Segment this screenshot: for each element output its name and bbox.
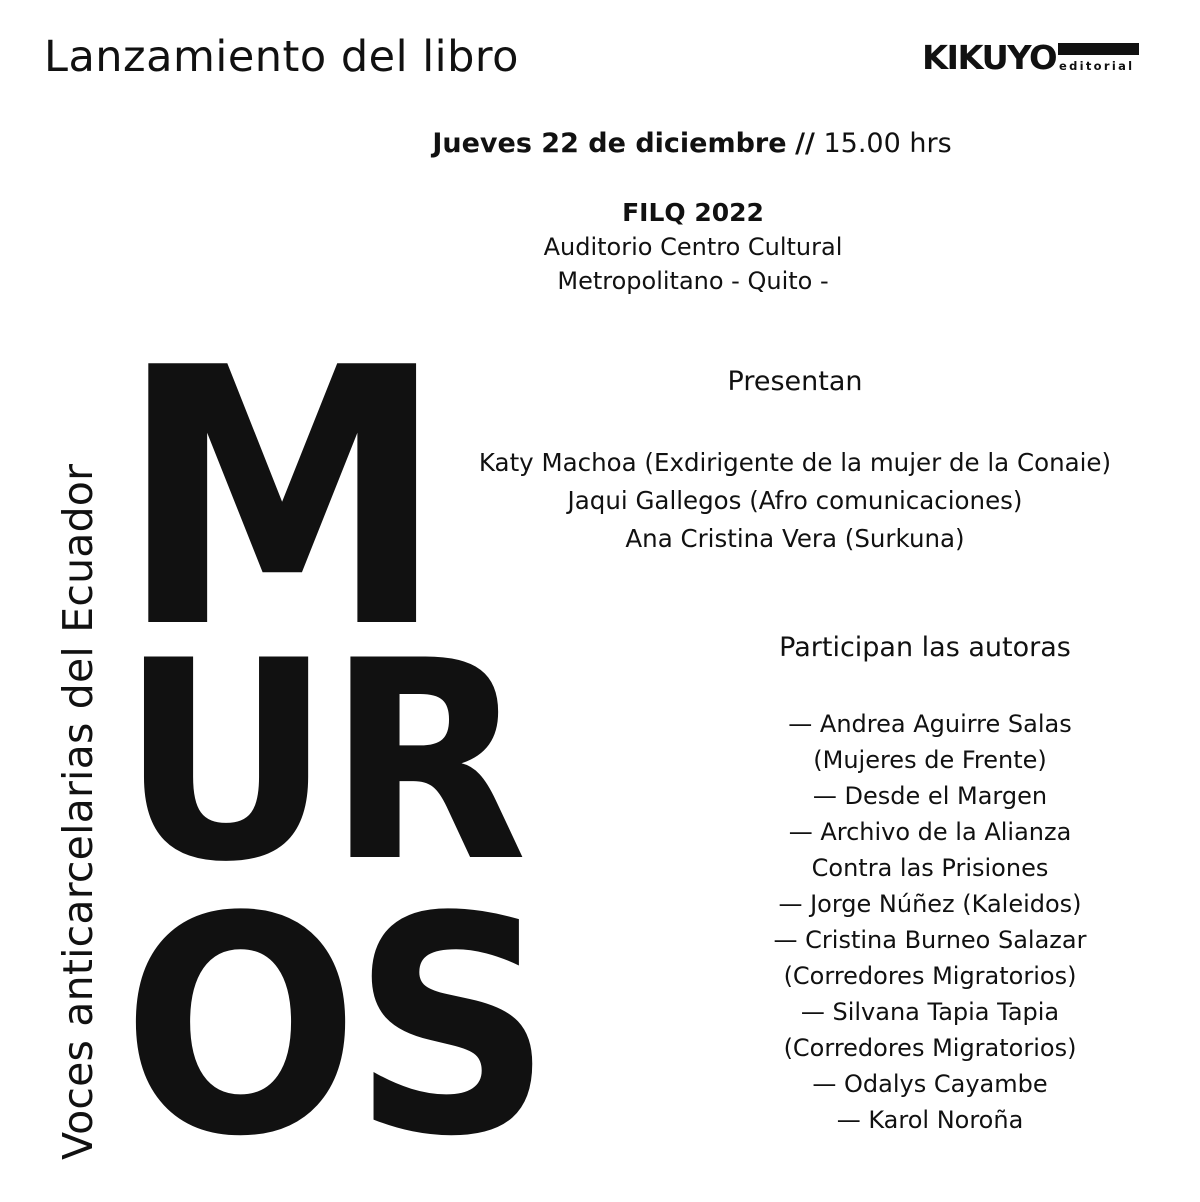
venue-title: FILQ 2022 [622, 198, 764, 227]
author-line: — Archivo de la Alianza [788, 818, 1072, 846]
presenter-item: Jaqui Gallegos (Afro comunicaciones) [567, 486, 1023, 515]
author-line: — Cristina Burneo Salazar [773, 926, 1087, 954]
date-time-separator: // [795, 128, 815, 159]
author-line: — Andrea Aguirre Salas [788, 710, 1072, 738]
venue-line-1: Auditorio Centro Cultural [543, 233, 843, 261]
autoras-heading: Participan las autoras [779, 632, 1071, 663]
author-line: — Jorge Núñez (Kaleidos) [778, 890, 1082, 918]
venue-line-2: Metropolitano - Quito - [557, 267, 829, 295]
presenter-item: Ana Cristina Vera (Surkuna) [625, 524, 965, 553]
logo-subtitle: editorial [1059, 59, 1135, 73]
book-subtitle: Voces anticarcelarias del Ecuador [54, 463, 102, 1160]
authors-list [735, 706, 1125, 1138]
event-date-time [412, 128, 972, 159]
logo-wordmark: KIKUYO [922, 38, 1057, 77]
author-line: (Mujeres de Frente) [813, 746, 1047, 774]
page-title: Lanzamiento del libro [44, 32, 519, 82]
author-line: (Corredores Migratorios) [783, 962, 1077, 990]
book-title-os: OS [122, 853, 546, 1202]
book-title-ur: UR [120, 602, 522, 922]
presenters-list [440, 444, 1150, 558]
event-date: Jueves 22 de diciembre [432, 128, 787, 159]
presenter-item: Katy Machoa (Exdirigente de la mujer de la Conaie) [478, 448, 1112, 477]
author-line: (Corredores Migratorios) [783, 1034, 1077, 1062]
author-line: — Odalys Cayambe [812, 1070, 1048, 1098]
book-title-m: M [118, 292, 447, 706]
author-line: — Desde el Margen [812, 782, 1048, 810]
author-line: — Karol Noroña [836, 1106, 1024, 1134]
logo-bar [1058, 43, 1139, 55]
author-line: — Silvana Tapia Tapia [800, 998, 1060, 1026]
presentan-heading: Presentan [727, 366, 863, 397]
author-line: Contra las Prisiones [811, 854, 1049, 882]
venue-block [490, 196, 896, 298]
kikuyo-editorial-logo [922, 38, 1140, 78]
event-time: 15.00 hrs [823, 128, 952, 159]
